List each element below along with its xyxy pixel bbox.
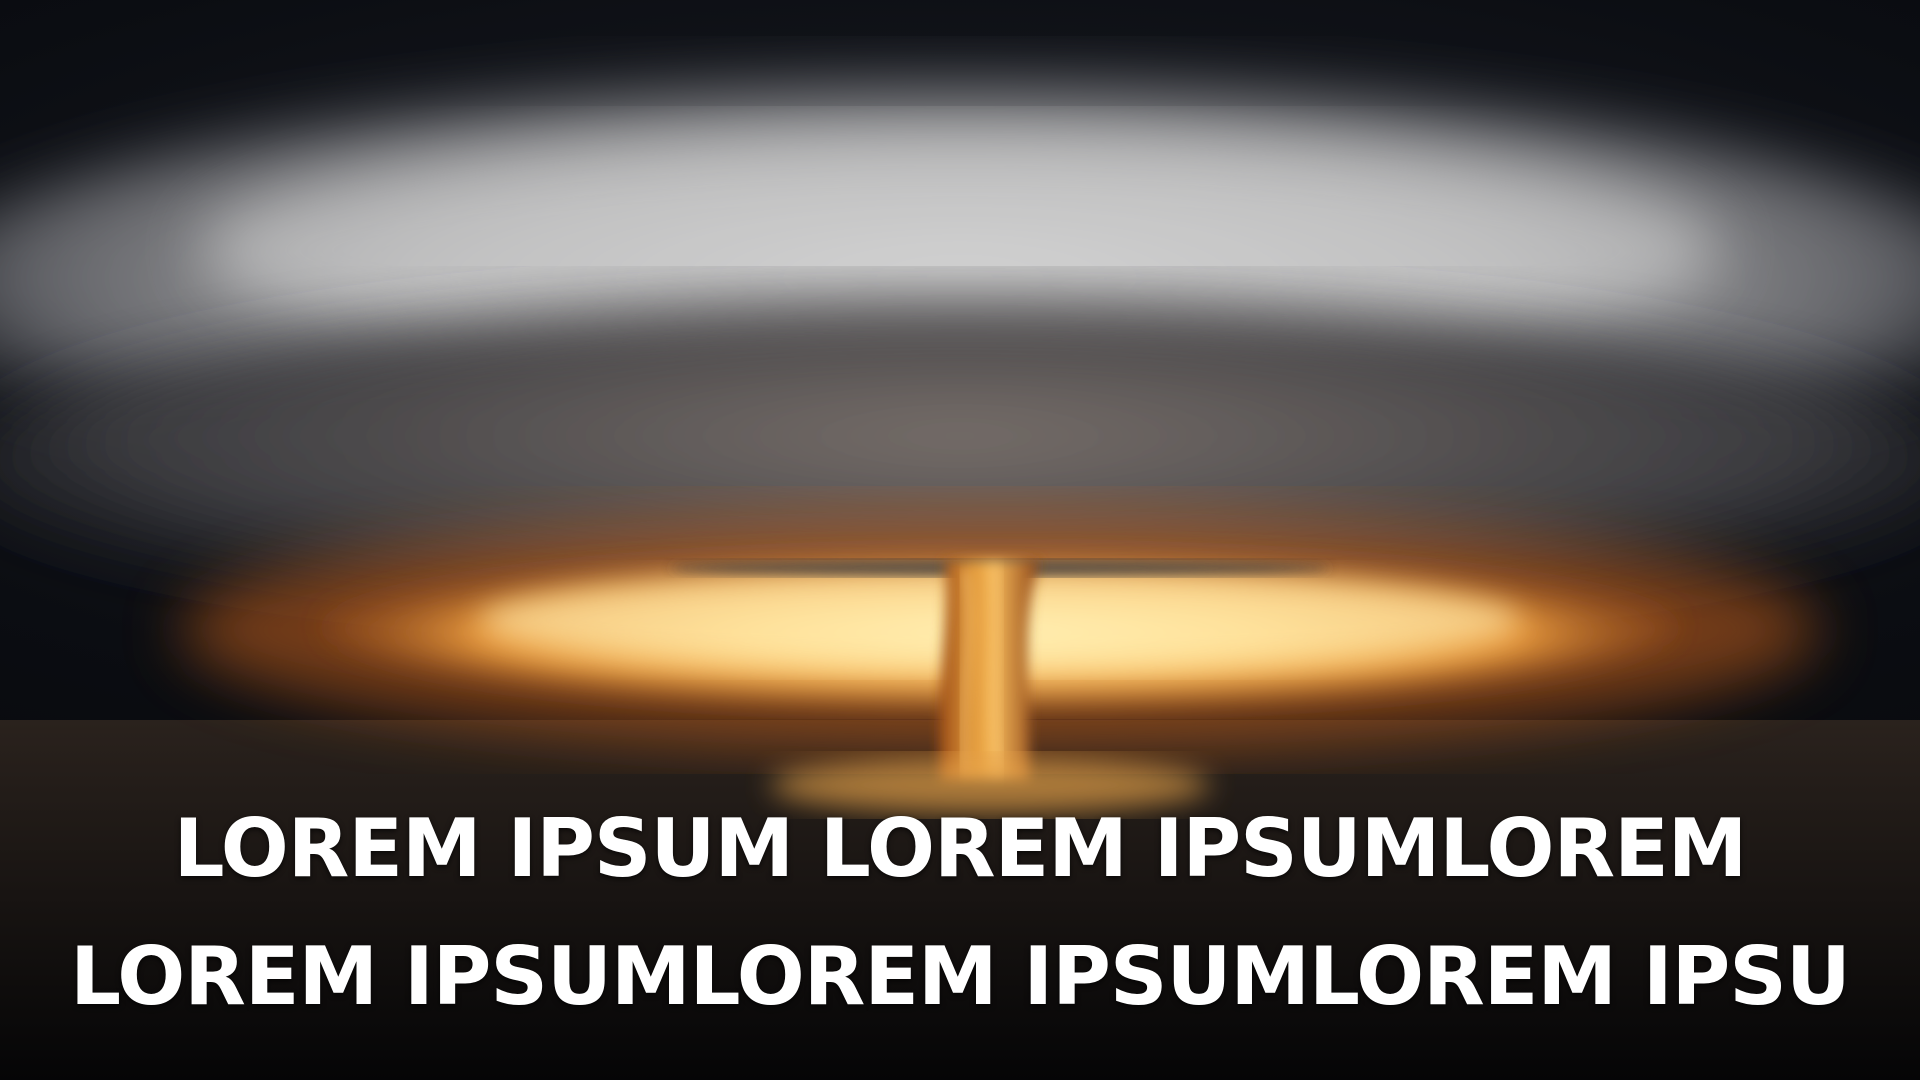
caption-line-2: LOREM IPSUMLOREM IPSUMLOREM IPSU [70,930,1850,1023]
caption-text-block [0,785,1920,1041]
caption-line-1: LOREM IPSUM LOREM IPSUMLOREM [173,802,1747,895]
cloud-stem [939,560,1040,780]
